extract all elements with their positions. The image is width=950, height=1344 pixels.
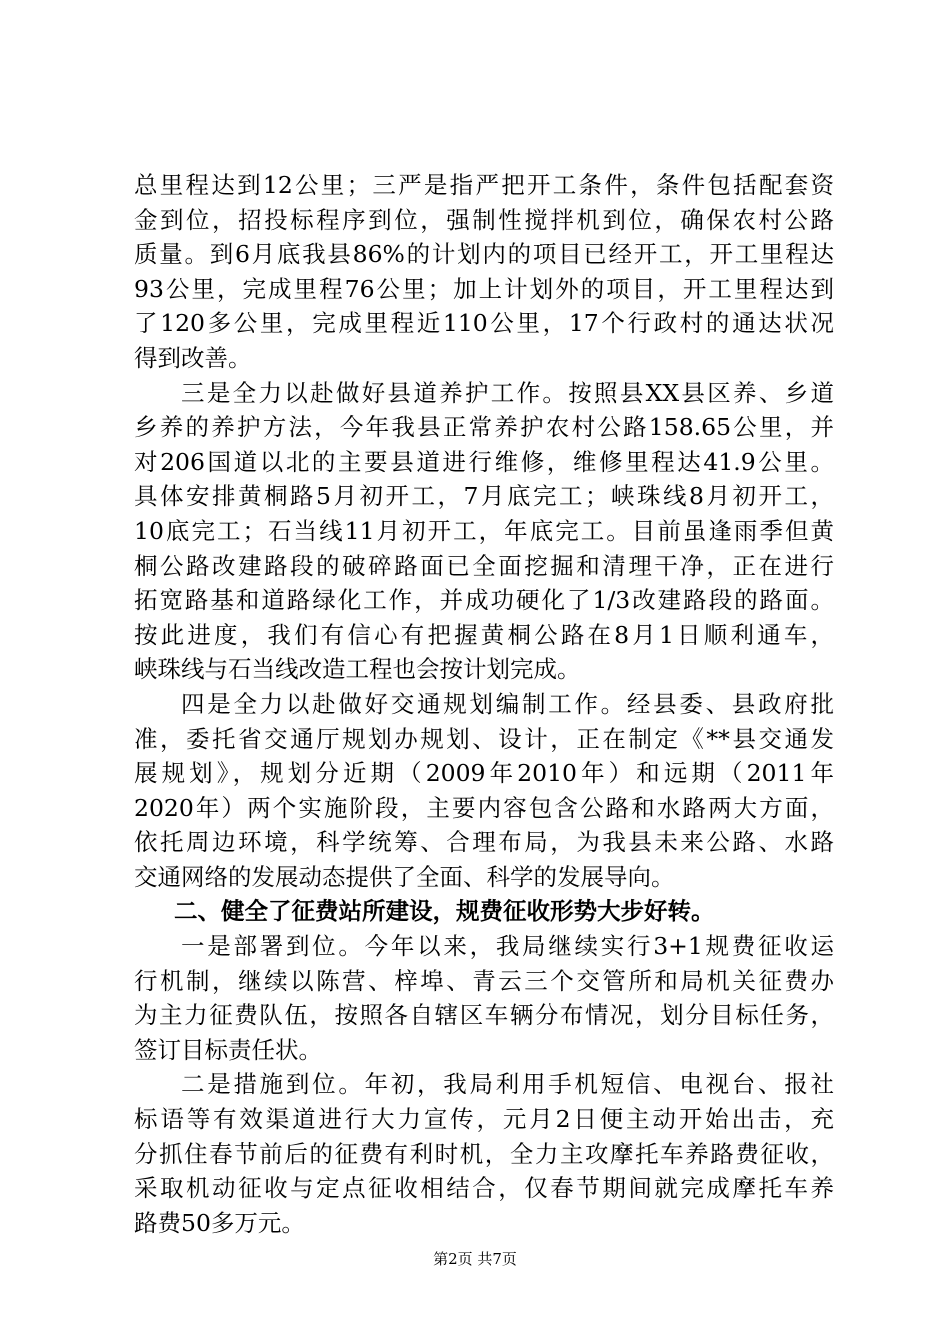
text-line: 具体安排黄桐路5月初开工，7月底完工；峡珠线8月初开工，: [134, 482, 834, 511]
text-line: 标语等有效渠道进行大力宣传，元月2日便主动开始出击，充: [134, 1105, 834, 1134]
text-line: 路费50多万元。: [134, 1208, 305, 1237]
text-line: 对206国道以北的主要县道进行维修，维修里程达41.9公里。: [134, 447, 834, 476]
paragraph-first-line: 二是措施到位。年初，我局利用手机短信、电视台、报社: [181, 1070, 834, 1099]
text-line: 拓宽路基和道路绿化工作，并成功硬化了1/3改建路段的路面。: [134, 586, 834, 615]
text-line: 得到改善。: [134, 343, 252, 372]
text-line: 93公里，完成里程76公里；加上计划外的项目，开工里程达到: [134, 274, 834, 303]
text-line: 行机制，继续以陈营、梓埠、青云三个交管所和局机关征费办: [134, 966, 834, 995]
text-line: 准，委托省交通厅规划办规划、设计，正在制定《**县交通发: [134, 724, 834, 753]
text-line: 乡养的养护方法，今年我县正常养护农村公路158.65公里，并: [134, 413, 834, 442]
text-line: 按此进度，我们有信心有把握黄桐公路在8月1日顺利通车，: [134, 620, 834, 649]
text-line: 金到位，招投标程序到位，强制性搅拌机到位，确保农村公路: [134, 205, 834, 234]
text-line: 采取机动征收与定点征收相结合，仅春节期间就完成摩托车养: [134, 1174, 834, 1203]
paragraph-first-line: 三是全力以赴做好县道养护工作。按照县XX县区养、乡道: [181, 378, 834, 407]
text-line: 桐公路改建路段的破碎路面已全面挖掘和清理干净，正在进行: [134, 551, 834, 580]
text-line: 展规划》，规划分近期（2009年2010年）和远期（2011年: [134, 759, 834, 788]
body-text: [134, 168, 834, 1240]
text-line: 总里程达到12公里；三严是指严把开工条件，条件包括配套资: [134, 171, 834, 199]
paragraph-first-line: 四是全力以赴做好交通规划编制工作。经县委、县政府批: [181, 689, 834, 718]
text-line: 质量。到6月底我县86%的计划内的项目已经开工，开工里程达: [134, 240, 834, 269]
section-heading: 二、健全了征费站所建设，规费征收形势大步好转。: [174, 897, 715, 926]
text-line: 签订目标责任状。: [134, 1035, 322, 1064]
text-line: 依托周边环境，科学统筹、合理布局，为我县未来公路、水路: [134, 828, 834, 857]
text-line: 了120多公里，完成里程近110公里，17个行政村的通达状况: [134, 309, 834, 338]
text-line: 交通网络的发展动态提供了全面、科学的发展导向。: [134, 862, 675, 891]
paragraph-first-line: 一是部署到位。今年以来，我局继续实行3+1规费征收运: [181, 932, 834, 961]
page-footer: 第2页 共7页: [433, 1250, 517, 1268]
text-line: 峡珠线与石当线改造工程也会按计划完成。: [134, 655, 581, 684]
text-line: 10底完工；石当线11月初开工，年底完工。目前虽逢雨季但黄: [134, 516, 834, 545]
text-line: 2020年）两个实施阶段，主要内容包含公路和水路两大方面，: [134, 793, 834, 822]
text-line: 为主力征费队伍，按照各自辖区车辆分布情况，划分目标任务，: [134, 1001, 834, 1030]
text-line: 分抓住春节前后的征费有利时机，全力主攻摩托车养路费征收，: [134, 1139, 834, 1168]
